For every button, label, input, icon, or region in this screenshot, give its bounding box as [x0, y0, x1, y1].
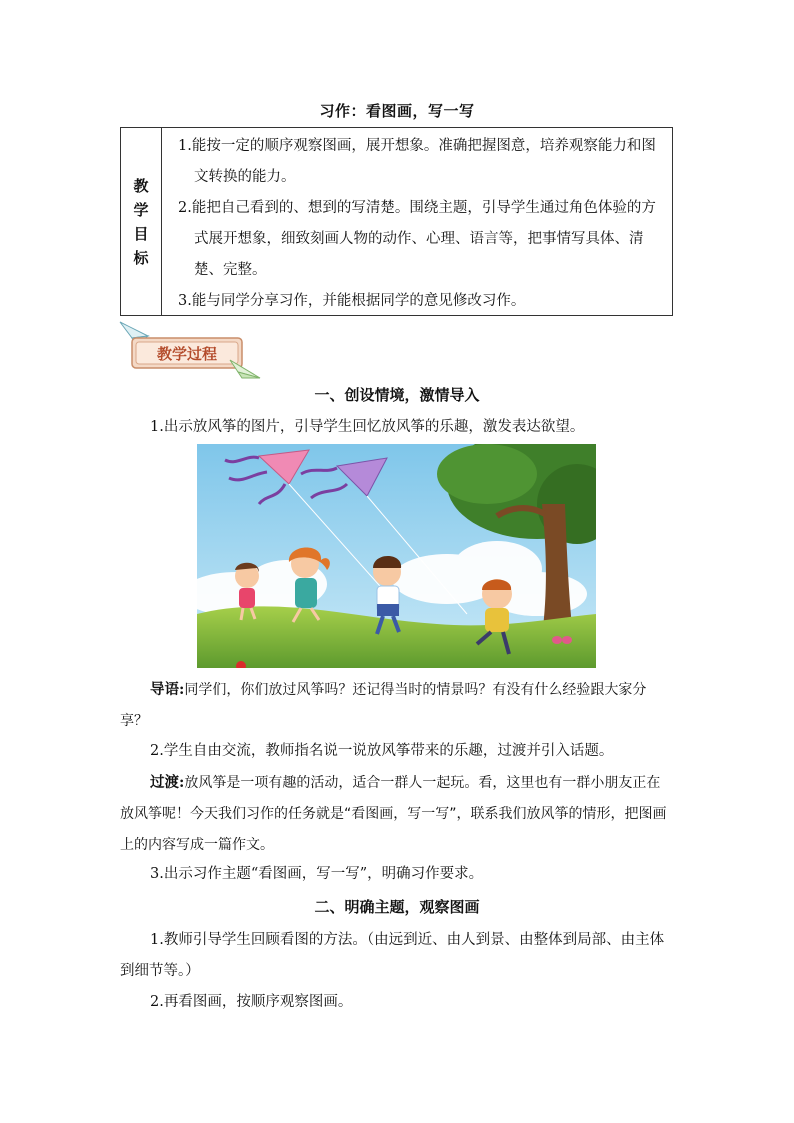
- goals-list: [162, 128, 672, 315]
- guide-paragraph: [120, 674, 673, 737]
- teaching-goals-table: [120, 127, 673, 316]
- goal-item: 3.能与同学分享习作，并能根据同学的意见修改习作。: [178, 293, 526, 309]
- goals-label-char: 教: [133, 176, 149, 195]
- banner-label: 教学过程: [156, 345, 218, 363]
- guide-text: 同学们，你们放过风筝吗？还记得当时的情景吗？有没有什么经验跟大家分享？: [120, 682, 647, 729]
- transition-text: 放风筝是一项有趣的活动，适合一群人一起玩。看，这里也有一群小朋友正在放风筝呢！今天我们习作的任务就是“看图画，写一写”，联系我们放风筝的情形，把图画上的内容写成一篇作文。: [120, 775, 667, 853]
- goals-label: [121, 128, 162, 315]
- section1-heading: 一、创设情境，激情导入: [314, 386, 480, 404]
- goal-item: 2.能把自己看到的、想到的写清楚。围绕主题，引导学生通过角色体验的方式展开想象，细致刻画人物的动作、心理、语言等，把事情写具体、清楚、完整。: [178, 200, 656, 278]
- section1-step1: 1.出示放风筝的图片，引导学生回忆放风筝的乐趣，激发表达欲望。: [150, 419, 585, 435]
- small-plane-icon: [230, 360, 260, 378]
- page-title: 习作：看图画，写一写: [319, 102, 475, 120]
- section2-heading: 二、明确主题，观察图画: [314, 898, 480, 916]
- transition-paragraph: [120, 767, 673, 861]
- section1-step2: 2.学生自由交流，教师指名说一说放风筝带来的乐趣，过渡并引入话题。: [150, 743, 614, 759]
- teaching-process-banner: [118, 320, 263, 380]
- guide-label: 导语:: [150, 681, 185, 698]
- transition-label: 过渡:: [150, 774, 185, 791]
- goals-label-char: 学: [133, 200, 149, 219]
- goals-label-char: 目: [133, 224, 149, 243]
- goal-item: 1.能按一定的顺序观察图画，展开想象。准确把握图意，培养观察能力和图文转换的能力。: [178, 138, 656, 185]
- goals-label-char: 标: [133, 248, 149, 267]
- section2-step2: 2.再看图画，按顺序观察图画。: [150, 994, 353, 1010]
- kite-flying-illustration: [197, 444, 596, 668]
- section2-step1: 1.教师引导学生回顾看图的方法。（由远到近、由人到景、由整体到局部、由主体到细节等。）: [120, 932, 665, 979]
- section1-step3: 3.出示习作主题“看图画，写一写”，明确习作要求。: [150, 866, 484, 882]
